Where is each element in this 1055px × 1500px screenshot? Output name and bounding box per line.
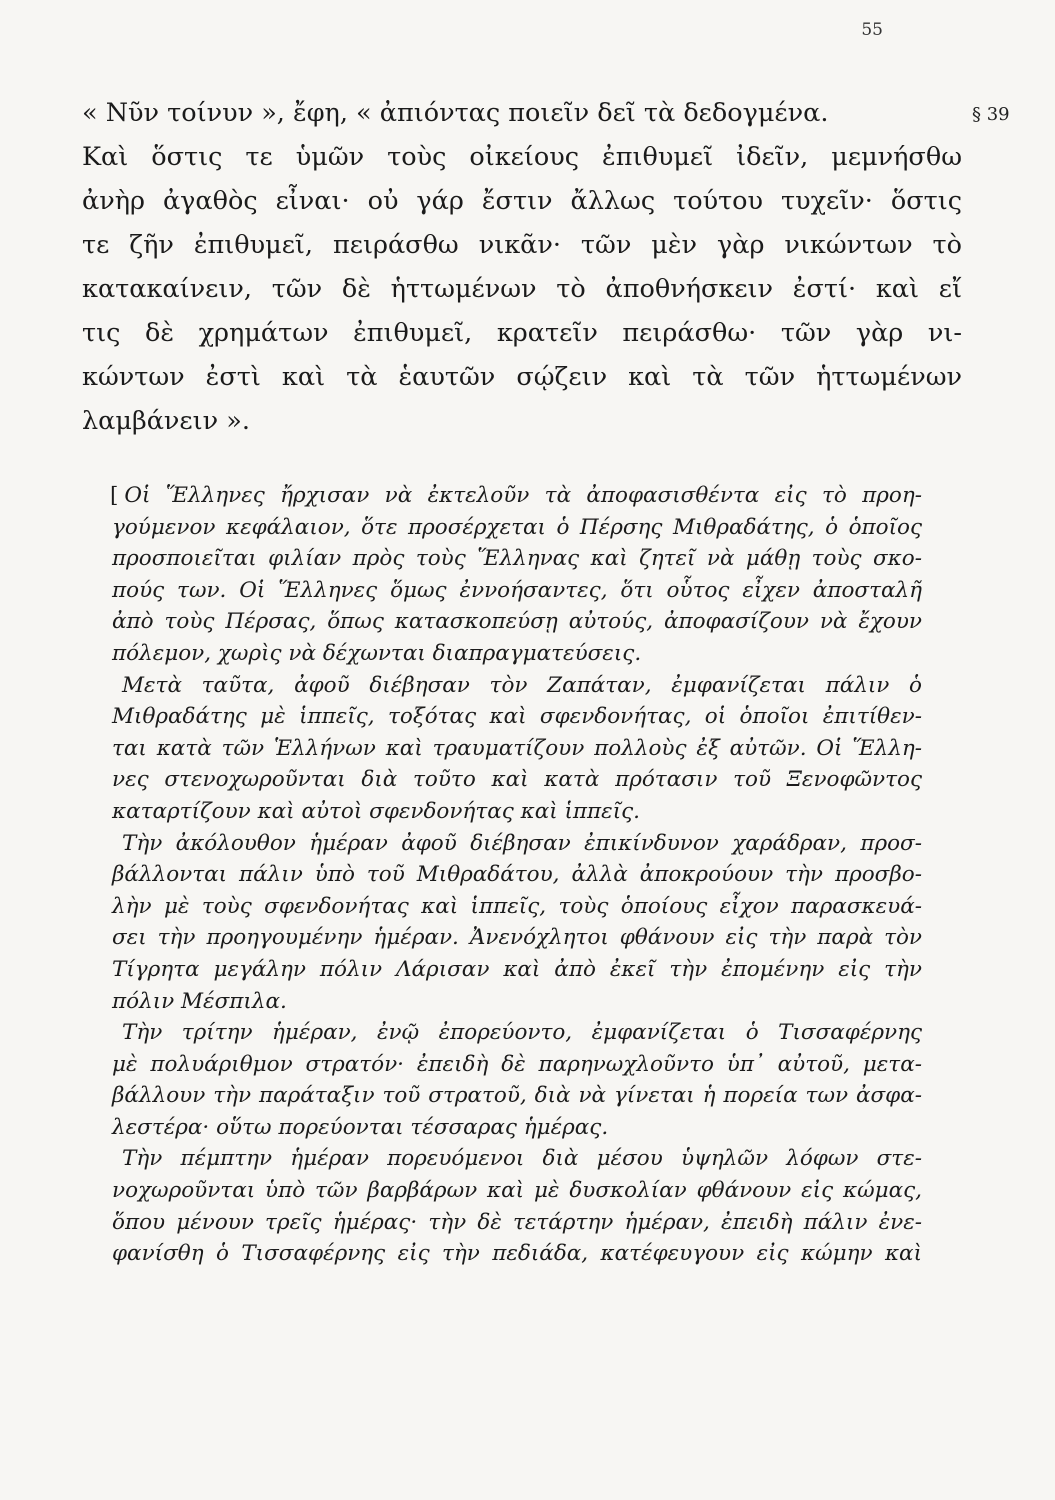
summary-paragraph xyxy=(112,828,922,1018)
greek-text-line: κατακαίνειν, τῶν δὲ ἡττωμένων τὸ ἀποθνήσκειν ἐστί· καὶ εἴ xyxy=(82,274,962,304)
summary-line: σει τὴν προηγουμένην ἡμέραν. Ἀνενόχλητοι φθάνουν εἰς τὴν παρὰ τὸν xyxy=(112,925,922,951)
summary-line: πόλεμον, χωρὶς νὰ δέχωνται διαπραγματεύσεις. xyxy=(112,640,642,666)
summary-line: Μιθραδάτης μὲ ἱππεῖς, τοξότας καὶ σφενδονήτας, οἱ ὁποῖοι ἐπιτίθεν- xyxy=(112,704,922,730)
summary-line: νες στενοχωροῦνται διὰ τοῦτο καὶ κατὰ πρότασιν τοῦ Ξενοφῶντος xyxy=(112,767,922,793)
summary-line: ἀπὸ τοὺς Πέρσας, ὅπως κατασκοπεύσῃ αὐτούς, ἀποφασίζουν νὰ ἔχουν xyxy=(112,609,922,635)
greek-text-line: τε ζῆν ἐπιθυμεῖ, πειράσθω νικᾶν· τῶν μὲν γὰρ νικώντων τὸ xyxy=(82,230,962,260)
summary-line: φανίσθη ὁ Τισσαφέρνης εἰς τὴν πεδιάδα, κατέφευγουν εἰς κώμην καὶ xyxy=(112,1241,922,1267)
page-number: 55 xyxy=(861,20,883,40)
summary-line: ὅπου μένουν τρεῖς ἡμέρας· τὴν δὲ τετάρτην ἡμέραν, ἐπειδὴ πάλιν ἐνε- xyxy=(112,1209,922,1235)
summary-line: μὲ πολυάριθμον στρατόν· ἐπειδὴ δὲ παρηνωχλοῦντο ὑπ᾽ αὐτοῦ, μετα- xyxy=(112,1051,922,1077)
greek-text-line: λαμβάνειν ». xyxy=(82,406,250,436)
summary-line: καταρτίζουν καὶ αὐτοὶ σφενδονήτας καὶ ἱππεῖς. xyxy=(112,798,641,824)
greek-text-line: ἀνὴρ ἀγαθὸς εἶναι· οὐ γάρ ἔστιν ἄλλως τούτου τυχεῖν· ὅστις xyxy=(82,186,962,216)
summary-text xyxy=(112,480,922,1270)
summary-paragraph xyxy=(112,480,922,670)
summary-line-text: Οἱ Ἕλληνες ἤρχισαν νὰ ἐκτελοῦν τὰ ἀποφασισθέντα εἰς τὸ προη- xyxy=(124,483,922,508)
summary-line xyxy=(112,480,922,512)
summary-line: Τὴν ἀκόλουθον ἡμέραν ἀφοῦ διέβησαν ἐπικίνδυνον χαράδραν, προσ- xyxy=(122,830,922,856)
summary-line: νοχωροῦνται ὑπὸ τῶν βαρβάρων καὶ μὲ δυσκολίαν φθάνουν εἰς κώμας, xyxy=(112,1178,922,1204)
greek-text-line: Καὶ ὅστις τε ὑμῶν τοὺς οἰκείους ἐπιθυμεῖ ἰδεῖν, μεμνήσθω xyxy=(82,142,962,172)
opening-bracket: [ xyxy=(110,483,119,508)
greek-text-line: κώντων ἐστὶ καὶ τὰ ἑαυτῶν σῴζειν καὶ τὰ τῶν ἡττωμένων xyxy=(82,362,962,392)
greek-source-text xyxy=(82,91,962,443)
summary-line: Μετὰ ταῦτα, ἀφοῦ διέβησαν τὸν Ζαπάταν, ἐμφανίζεται πάλιν ὁ xyxy=(122,672,922,698)
summary-line: λὴν μὲ τοὺς σφενδονήτας καὶ ἱππεῖς, τοὺς ὁποίους εἶχον παρασκευά- xyxy=(112,893,922,919)
summary-line: γούμενον κεφάλαιον, ὅτε προσέρχεται ὁ Πέρσης Μιθραδάτης, ὁ ὁποῖος xyxy=(112,514,922,540)
summary-line: ται κατὰ τῶν Ἑλλήνων καὶ τραυματίζουν πολλοὺς ἐξ αὐτῶν. Οἱ Ἕλλη- xyxy=(112,735,922,761)
summary-line: πούς των. Οἱ Ἕλληνες ὅμως ἐννοήσαντες, ὅτι οὗτος εἶχεν ἀποσταλῆ xyxy=(112,577,922,603)
summary-line: βάλλουν τὴν παράταξιν τοῦ στρατοῦ, διὰ νὰ γίνεται ἡ πορεία των ἀσφα- xyxy=(112,1083,922,1109)
summary-line: Τὴν τρίτην ἡμέραν, ἐνῷ ἐπορεύοντο, ἐμφανίζεται ὁ Τισσαφέρνης xyxy=(122,1020,922,1046)
summary-line: λεστέρα· οὕτω πορεύονται τέσσαρας ἡμέρας. xyxy=(112,1114,609,1140)
summary-paragraph xyxy=(112,1143,922,1269)
summary-line: βάλλονται πάλιν ὑπὸ τοῦ Μιθραδάτου, ἀλλὰ ἀποκρούουν τὴν προσβο- xyxy=(112,862,922,888)
summary-line: Τίγρητα μεγάλην πόλιν Λάρισαν καὶ ἀπὸ ἐκεῖ τὴν ἐπομένην εἰς τὴν xyxy=(112,956,922,982)
summary-line: Τὴν πέμπτην ἡμέραν πορευόμενοι διὰ μέσου ὑψηλῶν λόφων στε- xyxy=(122,1146,922,1172)
greek-text-line: τις δὲ χρημάτων ἐπιθυμεῖ, κρατεῖν πειράσθω· τῶν γὰρ νι- xyxy=(82,318,962,348)
summary-line: πόλιν Μέσπιλα. xyxy=(112,988,287,1014)
greek-text-line: « Νῦν τοίνυν », ἔφη, « ἀπιόντας ποιεῖν δεῖ τὰ δεδογμένα. xyxy=(82,98,829,128)
summary-paragraph xyxy=(112,1017,922,1143)
summary-line: προσποιεῖται φιλίαν πρὸς τοὺς Ἕλληνας καὶ ζητεῖ νὰ μάθῃ τοὺς σκο- xyxy=(112,546,922,572)
section-marker: § 39 xyxy=(972,104,1010,125)
summary-paragraph xyxy=(112,670,922,828)
